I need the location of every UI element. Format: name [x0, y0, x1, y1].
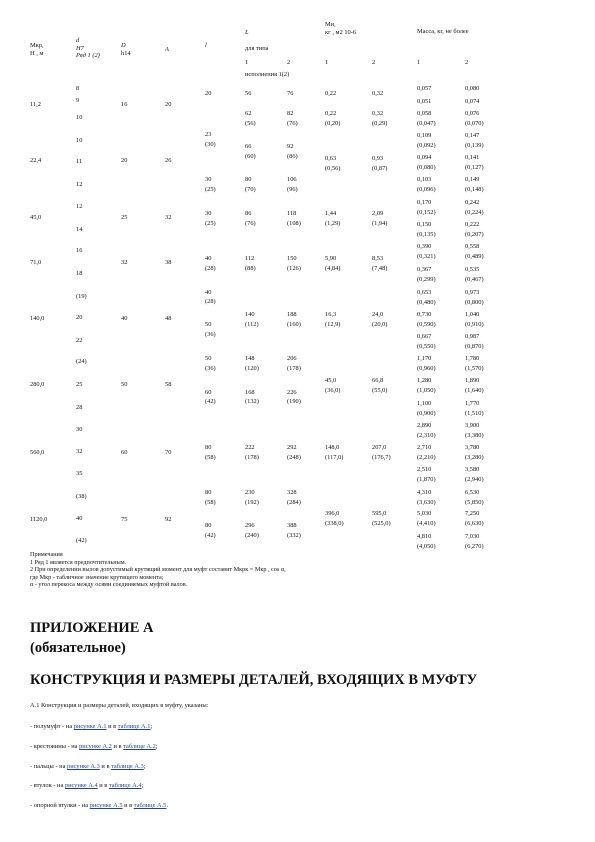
cell-bore-diameter: 10: [76, 114, 83, 121]
cell-length-l-type2: 92: [287, 143, 294, 150]
cell-inertia-type2: 0,93: [372, 155, 384, 162]
cell-torque: 560,0: [30, 449, 45, 456]
header-D: [121, 42, 131, 57]
cell-torque: 1120,0: [30, 516, 48, 523]
header-mkr-label: Мкр,: [30, 42, 44, 49]
cell-length-l-type2: (126): [287, 265, 301, 272]
cell-mass-type1: 5,030: [417, 510, 432, 517]
cell-length-l-type1: 62: [245, 110, 252, 117]
header-mass-type1: 1: [417, 59, 421, 66]
cell-inertia-type2: (0,87): [372, 165, 388, 172]
cell-length-l: 30: [205, 210, 212, 217]
cell-mass-type2: 0,147: [465, 132, 480, 139]
cell-length-l-type1: 140: [245, 311, 255, 318]
cell-mass-type2: (0,148): [465, 186, 484, 193]
cell-mass-type1: (0,152): [417, 209, 436, 216]
cell-mass-type2: (0,070): [465, 120, 484, 127]
cell-mass-type2: (1,640): [465, 387, 484, 394]
item-text: и в: [111, 743, 124, 750]
header-ispolnenie: исполнения 1(2): [245, 71, 290, 78]
cell-length-l: (42): [205, 532, 216, 539]
cell-mass-type1: 0,653: [417, 289, 432, 296]
header-D-tolerance: h14: [121, 49, 131, 57]
header-l: l: [205, 42, 207, 49]
cell-outer-diameter: 16: [121, 101, 128, 108]
cell-length-l-type1: 230: [245, 489, 255, 496]
cell-mass-type2: 0,076: [465, 110, 480, 117]
cell-mass-type2: 1,770: [465, 400, 480, 407]
cell-mass-type1: (1,050): [417, 387, 436, 394]
header-mass-type2: 2: [465, 59, 469, 66]
cell-length-l-type2: 118: [287, 210, 297, 217]
cell-mass-type1: (2,210): [417, 454, 436, 461]
cell-inertia-type1: 148,0: [325, 444, 340, 451]
cell-length-l: (42): [205, 398, 216, 405]
cell-bore-diameter: 11: [76, 158, 83, 165]
cell-inertia-type1: (1,29): [325, 220, 341, 227]
cell-bore-diameter: (42): [76, 537, 87, 544]
cell-torque: 22,4: [30, 157, 42, 164]
cell-length-l-type1: (112): [245, 321, 259, 328]
cell-mass-type1: (0,135): [417, 231, 436, 238]
cell-mass-type1: 0,057: [417, 85, 432, 92]
cell-length-l: (30): [205, 141, 216, 148]
cell-inertia-type2: 66,8: [372, 377, 384, 384]
cell-mass-type1: (4,410): [417, 520, 436, 527]
cell-inertia-type1: (36,0): [325, 387, 341, 394]
cell-length-l-type1: (60): [245, 153, 256, 160]
header-mi-unit: кг , м2 10-6: [325, 28, 357, 36]
header-mass: Масса, кг, не более: [417, 28, 469, 35]
figure-a4-link[interactable]: рисунке А.4: [64, 782, 98, 789]
cell-mass-type2: (0,127): [465, 164, 484, 171]
cell-inertia-type1: (117,0): [325, 454, 344, 461]
notes-line: где Мкр - табличное значение крутящего момента;: [30, 573, 164, 581]
cell-mass-type1: 2,710: [417, 444, 432, 451]
cell-size-a: 20: [165, 101, 172, 108]
header-mi-type1: 1: [325, 59, 329, 66]
notes-line: Примечания: [30, 551, 63, 558]
item-text: - полумуфт - на: [30, 723, 74, 730]
cell-inertia-type1: 0,63: [325, 155, 337, 162]
cell-inertia-type1: 5,90: [325, 255, 337, 262]
cell-length-l-type2: (248): [287, 454, 301, 461]
cell-length-l-type2: 150: [287, 255, 297, 262]
cell-length-l-type2: (86): [287, 153, 298, 160]
cell-inertia-type2: 595,0: [372, 510, 387, 517]
cell-mass-type1: (1,870): [417, 476, 436, 483]
cell-length-l-type1: 148: [245, 355, 255, 362]
cell-length-l-type2: 76: [287, 90, 294, 97]
cell-length-l-type2: 188: [287, 311, 297, 318]
cell-bore-diameter: 30: [76, 426, 83, 433]
cell-inertia-type1: (338,0): [325, 520, 344, 527]
cell-inertia-type2: (7,48): [372, 265, 388, 272]
cell-mass-type2: 0,222: [465, 221, 480, 228]
header-d-label: d: [76, 37, 80, 44]
cell-mass-type2: (0,139): [465, 142, 484, 149]
figure-a3-link[interactable]: рисунке А.3: [67, 763, 100, 770]
cell-length-l-type1: (240): [245, 532, 259, 539]
cell-length-l-type1: 112: [245, 255, 255, 262]
cell-mass-type1: 1,100: [417, 400, 432, 407]
header-d-row: Ряд 1 (2): [76, 52, 100, 59]
cell-size-a: 92: [165, 516, 172, 523]
cell-bore-diameter: 12: [76, 203, 83, 210]
cell-mass-type1: (4,050): [417, 543, 436, 550]
cell-length-l-type1: (132): [245, 398, 259, 405]
appendix-item-3: [30, 763, 146, 770]
cell-mass-type1: (0,299): [417, 276, 436, 283]
cell-mass-type2: (3,380): [465, 432, 484, 439]
cell-length-l: (28): [205, 265, 216, 272]
cell-length-l-type1: (76): [245, 220, 256, 227]
cell-bore-diameter: 10: [76, 137, 83, 144]
header-L-type2: 2: [287, 59, 291, 66]
cell-mass-type2: 0,141: [465, 154, 480, 161]
cell-length-l: 80: [205, 522, 212, 529]
cell-length-l-type2: 82: [287, 110, 294, 117]
cell-inertia-type1: 45,0: [325, 377, 337, 384]
cell-mass-type1: 2,510: [417, 466, 432, 473]
cell-length-l-type2: 226: [287, 389, 297, 396]
cell-bore-diameter: 8: [76, 85, 80, 92]
appendix-title: ПРИЛОЖЕНИЕ А: [30, 620, 154, 636]
cell-outer-diameter: 75: [121, 516, 128, 523]
cell-inertia-type1: (0,20): [325, 120, 341, 127]
cell-mass-type2: 1,040: [465, 311, 480, 318]
appendix-heading: КОНСТРУКЦИЯ И РАЗМЕРЫ ДЕТАЛЕЙ, ВХОДЯЩИХ В МУФТУ: [30, 672, 478, 688]
cell-mass-type2: (0,224): [465, 209, 484, 216]
cell-mass-type1: (0,480): [417, 299, 436, 306]
cell-length-l: 40: [205, 289, 212, 296]
cell-mass-type2: (2,940): [465, 476, 484, 483]
cell-inertia-type2: (1,94): [372, 220, 388, 227]
cell-inertia-type1: (4,84): [325, 265, 341, 272]
cell-inertia-type1: 0,22: [325, 90, 337, 97]
cell-mass-type1: (0,321): [417, 253, 436, 260]
cell-mass-type2: 0,080: [465, 85, 480, 92]
appendix-item-1: [30, 723, 152, 730]
cell-length-l-type2: (76): [287, 120, 298, 127]
cell-length-l-type2: (190): [287, 398, 301, 405]
notes-line: 1 Ряд 1 является предпочтительным.: [30, 558, 127, 566]
cell-inertia-type2: 0,32: [372, 90, 384, 97]
cell-mass-type2: (0,467): [465, 276, 484, 283]
header-d-tolerance: H7: [76, 44, 84, 52]
cell-length-l: 20: [205, 90, 212, 97]
cell-inertia-type2: (55,0): [372, 387, 388, 394]
cell-mass-type1: 0,058: [417, 110, 432, 117]
header-A: A: [165, 46, 169, 53]
cell-mass-type2: (1,510): [465, 410, 484, 417]
cell-length-l-type1: (120): [245, 365, 259, 372]
cell-mass-type1: (0,092): [417, 142, 436, 149]
item-text: - крестовины - на: [30, 743, 80, 750]
cell-outer-diameter: 50: [121, 381, 128, 388]
cell-bore-diameter: (38): [76, 493, 87, 500]
table-a5-link[interactable]: таблице А.5: [133, 802, 167, 809]
cell-length-l: (36): [205, 331, 216, 338]
cell-length-l-type2: 206: [287, 355, 297, 362]
notes-line: 2 При определении вылов допустимый крутящий момент для муфт составит Мкрк = Мкр , cos α,: [30, 566, 286, 574]
cell-bore-diameter: 12: [76, 181, 83, 188]
cell-size-a: 58: [165, 381, 172, 388]
item-text: ;: [141, 782, 144, 789]
cell-length-l-type2: 106: [287, 176, 297, 183]
cell-size-a: 32: [165, 214, 172, 221]
cell-length-l-type2: 292: [287, 444, 297, 451]
cell-mass-type1: 0,109: [417, 132, 432, 139]
cell-length-l-type2: 328: [287, 489, 297, 496]
cell-mass-type1: 0,051: [417, 98, 432, 105]
appendix-subtitle: (обязательное): [30, 640, 126, 656]
cell-inertia-type1: 396,0: [325, 510, 340, 517]
cell-bore-diameter: 20: [76, 314, 83, 321]
cell-length-l-type2: (332): [287, 532, 301, 539]
cell-length-l-type1: 56: [245, 90, 252, 97]
cell-mass-type1: 2,890: [417, 422, 432, 429]
cell-length-l: 50: [205, 355, 212, 362]
cell-length-l-type1: 80: [245, 176, 252, 183]
cell-size-a: 26: [165, 157, 172, 164]
cell-torque: 71,0: [30, 259, 42, 266]
appendix-item-5: [30, 802, 168, 809]
cell-bore-diameter: 40: [76, 515, 83, 522]
cell-mass-type2: 0,973: [465, 289, 480, 296]
header-D-label: D: [121, 42, 126, 49]
cell-inertia-type2: 24,0: [372, 311, 384, 318]
cell-mass-type1: 0,367: [417, 266, 432, 273]
cell-length-l: 60: [205, 389, 212, 396]
cell-inertia-type2: (525,0): [372, 520, 391, 527]
cell-inertia-type2: (176,7): [372, 454, 391, 461]
cell-torque: 45,0: [30, 214, 42, 221]
cell-length-l: 80: [205, 489, 212, 496]
item-text: - пальцы - на: [30, 763, 68, 770]
cell-length-l-type1: 168: [245, 389, 255, 396]
cell-length-l-type2: (160): [287, 321, 301, 328]
cell-mass-type2: 0,987: [465, 333, 480, 340]
cell-bore-diameter: 32: [76, 448, 83, 455]
cell-length-l-type2: (108): [287, 220, 301, 227]
cell-mass-type1: (0,047): [417, 120, 436, 127]
item-text: - опорной втулки - на: [30, 802, 90, 809]
cell-length-l: 30: [205, 176, 212, 183]
cell-mass-type2: 0,558: [465, 243, 480, 250]
cell-mass-type1: (0,550): [417, 343, 436, 350]
cell-mass-type1: 4,310: [417, 489, 432, 496]
cell-length-l-type1: (178): [245, 454, 259, 461]
item-text: - втулок - на: [30, 782, 65, 789]
cell-mass-type1: (0,900): [417, 410, 436, 417]
cell-bore-diameter: 28: [76, 404, 83, 411]
header-mi-label: Mи,: [325, 21, 336, 28]
cell-length-l-type1: (56): [245, 120, 256, 127]
cell-bore-diameter: 22: [76, 337, 83, 344]
cell-size-a: 48: [165, 315, 172, 322]
cell-mass-type1: 0,170: [417, 199, 432, 206]
cell-mass-type1: 1,280: [417, 377, 432, 384]
cell-bore-diameter: 25: [76, 381, 83, 388]
figure-a1-link[interactable]: рисунке А.1: [73, 723, 107, 730]
item-text: ;: [143, 763, 146, 770]
cell-inertia-type2: (0,29): [372, 120, 388, 127]
cell-inertia-type1: 1,44: [325, 210, 337, 217]
cell-mass-type2: (1,570): [465, 365, 484, 372]
cell-length-l-type1: 86: [245, 210, 252, 217]
cell-length-l-type2: (96): [287, 186, 298, 193]
figure-a5-link[interactable]: рисунке А.5: [89, 802, 123, 809]
cell-bore-diameter: 16: [76, 247, 83, 254]
header-mkr-unit: Н , м: [30, 49, 44, 57]
cell-length-l: 50: [205, 321, 212, 328]
cell-mass-type1: (2,310): [417, 432, 436, 439]
cell-mass-type2: (6,630): [465, 520, 484, 527]
figure-a2-link[interactable]: рисунке А.2: [79, 743, 112, 750]
cell-mass-type2: (5,850): [465, 499, 484, 506]
cell-bore-diameter: (24): [76, 358, 87, 365]
cell-mass-type1: (0,590): [417, 321, 436, 328]
cell-bore-diameter: 9: [76, 97, 80, 104]
header-L: L: [245, 29, 249, 36]
cell-mass-type2: (0,489): [465, 253, 484, 260]
cell-outer-diameter: 40: [121, 315, 128, 322]
cell-length-l: (36): [205, 365, 216, 372]
header-for-type: для типа: [245, 45, 269, 52]
cell-length-l-type1: (88): [245, 265, 256, 272]
cell-inertia-type1: (0,56): [325, 165, 341, 172]
table-notes: [30, 551, 286, 589]
cell-torque: 11,2: [30, 101, 41, 108]
cell-mass-type1: 1,170: [417, 355, 432, 362]
cell-torque: 280,0: [30, 381, 45, 388]
cell-mass-type2: 6,530: [465, 489, 480, 496]
cell-length-l: 40: [205, 255, 212, 262]
cell-outer-diameter: 60: [121, 449, 128, 456]
cell-length-l-type2: (178): [287, 365, 301, 372]
cell-mass-type2: (0,870): [465, 343, 484, 350]
cell-mass-type2: (0,800): [465, 299, 484, 306]
cell-inertia-type2: 8,53: [372, 255, 384, 262]
notes-line: α - угол перекоса между осями соединяемых муфтой валов.: [30, 581, 188, 589]
item-text: и в: [106, 723, 118, 730]
table-a2-link[interactable]: таблице А.2: [123, 743, 156, 750]
cell-mass-type2: (0,207): [465, 231, 484, 238]
cell-mass-type2: 0,074: [465, 98, 480, 105]
cell-mass-type1: 0,730: [417, 311, 432, 318]
cell-mass-type1: (3,630): [417, 499, 436, 506]
cell-mass-type2: (6,270): [465, 543, 484, 550]
header-mi: [325, 21, 356, 36]
item-text: и в: [99, 763, 112, 770]
cell-inertia-type1: 0,22: [325, 110, 337, 117]
cell-inertia-type2: (20,0): [372, 321, 388, 328]
cell-mass-type2: 0,149: [465, 176, 480, 183]
cell-length-l-type2: (284): [287, 499, 301, 506]
cell-length-l: (25): [205, 220, 216, 227]
cell-length-l-type1: 296: [245, 522, 255, 529]
cell-mass-type2: 7,250: [465, 510, 480, 517]
cell-torque: 140,0: [30, 315, 45, 322]
cell-inertia-type1: (12,9): [325, 321, 341, 328]
cell-length-l-type1: 222: [245, 444, 255, 451]
item-text: и в: [122, 802, 134, 809]
cell-inertia-type2: 0,32: [372, 110, 384, 117]
cell-length-l: 80: [205, 444, 212, 451]
cell-outer-diameter: 20: [121, 157, 128, 164]
cell-mass-type2: 1,780: [465, 355, 480, 362]
cell-mass-type2: 7,030: [465, 533, 480, 540]
cell-length-l: 23: [205, 131, 212, 138]
cell-mass-type2: 3,900: [465, 422, 480, 429]
cell-mass-type1: 0,094: [417, 154, 432, 161]
cell-mass-type1: (0,080): [417, 164, 436, 171]
cell-outer-diameter: 25: [121, 214, 128, 221]
cell-mass-type2: 1,890: [465, 377, 480, 384]
cell-bore-diameter: 35: [76, 470, 83, 477]
table-a3-link[interactable]: таблице А.3: [111, 763, 144, 770]
table-a4-link[interactable]: таблице А.4: [108, 782, 142, 789]
appendix-intro: А.1 Конструкция и размеры деталей, входящих в муфту, указаны:: [30, 702, 209, 709]
appendix-item-2: [30, 743, 158, 750]
header-mi-type2: 2: [372, 59, 376, 66]
cell-length-l-type1: 66: [245, 143, 252, 150]
cell-mass-type1: (0,096): [417, 186, 436, 193]
cell-bore-diameter: 18: [76, 270, 83, 277]
appendix-item-4: [30, 782, 143, 789]
table-a1-link[interactable]: таблице А.1: [117, 723, 151, 730]
cell-length-l-type1: (192): [245, 499, 259, 506]
cell-mass-type2: 3,580: [465, 466, 480, 473]
cell-mass-type2: 0,242: [465, 199, 480, 206]
cell-mass-type2: 0,535: [465, 266, 480, 273]
cell-length-l: (58): [205, 454, 216, 461]
cell-inertia-type1: 16,3: [325, 311, 337, 318]
cell-length-l: (58): [205, 499, 216, 506]
cell-length-l-type1: (70): [245, 186, 256, 193]
item-text: ;: [150, 723, 153, 730]
cell-mass-type1: 0,103: [417, 176, 432, 183]
header-mkr: [30, 42, 44, 57]
cell-length-l-type2: 388: [287, 522, 297, 529]
header-L-type1: 1: [245, 59, 249, 66]
cell-bore-diameter: 14: [76, 226, 83, 233]
cell-mass-type2: (3,280): [465, 454, 484, 461]
cell-length-l: (28): [205, 298, 216, 305]
cell-inertia-type2: 2,09: [372, 210, 384, 217]
cell-length-l: (25): [205, 186, 216, 193]
header-d: [76, 37, 100, 60]
item-text: .: [166, 802, 169, 809]
cell-mass-type1: 0,150: [417, 221, 432, 228]
cell-size-a: 70: [165, 449, 172, 456]
cell-mass-type2: 3,780: [465, 444, 480, 451]
cell-outer-diameter: 32: [121, 259, 128, 266]
cell-mass-type1: (0,960): [417, 365, 436, 372]
cell-bore-diameter: (19): [76, 293, 87, 300]
cell-mass-type1: 4,810: [417, 533, 432, 540]
cell-size-a: 38: [165, 259, 172, 266]
cell-mass-type1: 0,390: [417, 243, 432, 250]
item-text: и в: [97, 782, 109, 789]
cell-mass-type2: (0,910): [465, 321, 484, 328]
cell-mass-type1: 0,667: [417, 333, 432, 340]
item-text: ;: [155, 743, 158, 750]
cell-inertia-type2: 207,0: [372, 444, 387, 451]
